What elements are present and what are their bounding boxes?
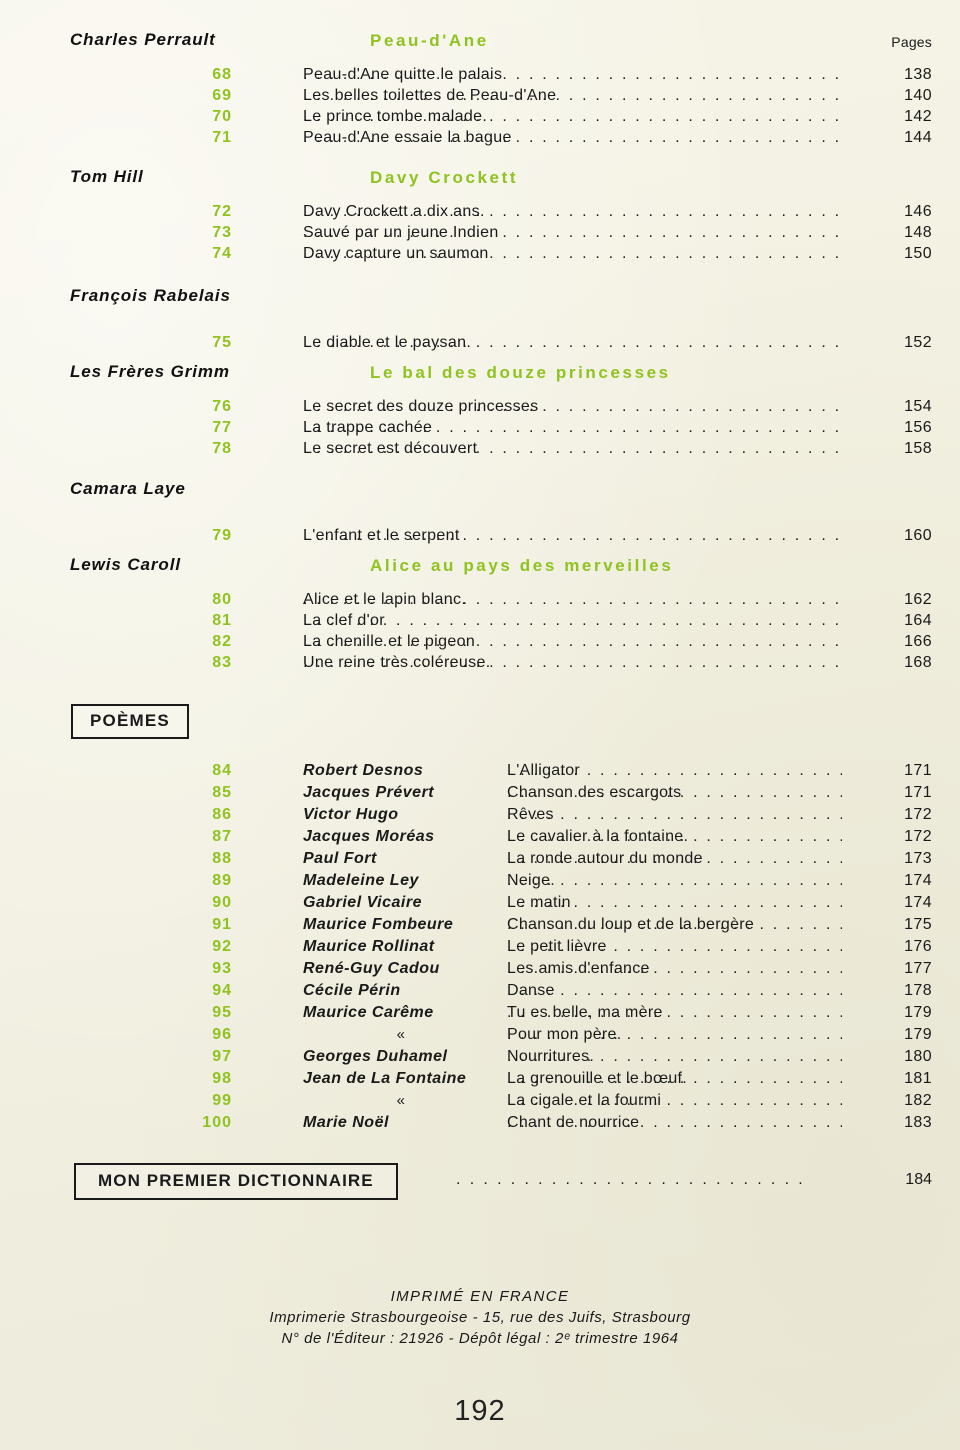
story-block (0, 167, 960, 264)
poem-entry-row[interactable] (0, 870, 960, 892)
poem-entry-row[interactable] (0, 1112, 960, 1134)
poem-page-number: 172 (904, 806, 932, 823)
entry-number: 80 (212, 591, 232, 608)
poem-entry-row[interactable] (0, 782, 960, 804)
poem-author: Maurice Carême (303, 1004, 434, 1021)
toc-entry-row[interactable] (0, 631, 960, 652)
poem-title: La grenouille et le bœuf. (507, 1070, 688, 1087)
entry-page-number: 138 (904, 66, 932, 83)
poem-number: 91 (212, 916, 232, 933)
poem-author: Jacques Prévert (303, 784, 435, 801)
poem-number: 86 (212, 806, 232, 823)
entry-title: Une reine très coléreuse. (303, 654, 491, 671)
poem-page-number: 183 (904, 1114, 932, 1131)
poem-number: 100 (202, 1114, 232, 1131)
entry-page-number: 148 (904, 224, 932, 241)
entry-page-number: 160 (904, 527, 932, 544)
poem-entry-row[interactable] (0, 826, 960, 848)
poem-page-number: 171 (904, 762, 932, 779)
poem-number: 90 (212, 894, 232, 911)
story-block (0, 555, 960, 673)
poem-author: Paul Fort (303, 850, 377, 867)
entry-page-number: 144 (904, 129, 932, 146)
story-author: Charles Perrault (70, 30, 216, 49)
poem-entry-row[interactable] (0, 1090, 960, 1112)
entry-title: Peau-d'Ane essaie la bague (303, 129, 512, 146)
dot-leader (507, 804, 842, 826)
toc-entry-row[interactable] (0, 201, 960, 222)
poem-title: La ronde autour du monde (507, 850, 703, 867)
toc-entry-row[interactable] (0, 652, 960, 673)
poem-page-number: 182 (904, 1092, 932, 1109)
story-block (0, 286, 960, 353)
poem-author-ditto-mark: « (396, 1092, 406, 1109)
imprint-line-3: N° de l'Éditeur : 21926 - Dépôt légal : 2ᵉ trimestre 1964 (281, 1330, 679, 1347)
poem-page-number: 178 (904, 982, 932, 999)
story-author: Les Frères Grimm (70, 362, 230, 381)
toc-entry-row[interactable] (0, 127, 960, 148)
entry-title: La chenille et le pigeon (303, 633, 476, 650)
poem-page-number: 177 (904, 960, 932, 977)
poem-page-number: 171 (904, 784, 932, 801)
poem-number: 93 (212, 960, 232, 977)
toc-entry-row[interactable] (0, 525, 960, 546)
poem-author: Maurice Rollinat (303, 938, 435, 955)
poem-title: Chanson des escargots (507, 784, 682, 801)
dot-leader (456, 1171, 842, 1193)
poem-title: Chant de nourrice (507, 1114, 640, 1131)
poems-section (0, 760, 960, 1134)
poem-number: 88 (212, 850, 232, 867)
poem-number: 84 (212, 762, 232, 779)
poem-page-number: 173 (904, 850, 932, 867)
poem-author: Jacques Moréas (303, 828, 435, 845)
dictionary-badge: MON PREMIER DICTIONNAIRE (74, 1163, 398, 1200)
poem-page-number: 180 (904, 1048, 932, 1065)
entry-page-number: 162 (904, 591, 932, 608)
entry-number: 68 (212, 66, 232, 83)
poem-number: 87 (212, 828, 232, 845)
entry-number: 69 (212, 87, 232, 104)
entry-title: Le diable et le paysan. (303, 334, 472, 351)
entry-number: 74 (212, 245, 232, 262)
poemes-section-badge: POÈMES (71, 704, 189, 739)
story-title: Alice au pays des merveilles (370, 556, 674, 575)
story-author: Lewis Caroll (70, 555, 181, 574)
poem-entry-row[interactable] (0, 1046, 960, 1068)
entry-number: 71 (212, 129, 232, 146)
entry-number: 82 (212, 633, 232, 650)
story-block (0, 362, 960, 459)
poem-page-number: 175 (904, 916, 932, 933)
story-entry-list (0, 589, 960, 673)
poem-page-number: 179 (904, 1004, 932, 1021)
story-title: Le bal des douze princesses (370, 363, 671, 382)
story-entry-list (0, 201, 960, 264)
toc-entry-row[interactable] (0, 610, 960, 631)
entry-title: Le prince tombe malade. (303, 108, 488, 125)
poem-entry-row[interactable] (0, 980, 960, 1002)
entry-page-number: 156 (904, 419, 932, 436)
toc-entry-row[interactable] (0, 106, 960, 127)
imprint-line-1: IMPRIMÉ EN FRANCE (390, 1288, 570, 1305)
poem-title: Tu es belle, ma mère (507, 1004, 663, 1021)
story-entry-list (0, 332, 960, 353)
poem-author: Robert Desnos (303, 762, 424, 779)
poem-entry-row[interactable] (0, 848, 960, 870)
entry-title: Davy capture un saumon (303, 245, 489, 262)
poem-number: 92 (212, 938, 232, 955)
poem-author-ditto-mark: « (396, 1026, 406, 1043)
toc-entry-row[interactable] (0, 243, 960, 264)
entry-title: La clef d'or (303, 612, 385, 629)
poem-number: 96 (212, 1026, 232, 1043)
story-header (0, 555, 960, 589)
page-folio-number: 192 (454, 1395, 506, 1427)
story-author: Camara Laye (70, 479, 186, 498)
story-title: Davy Crockett (370, 168, 519, 187)
entry-page-number: 140 (904, 87, 932, 104)
poem-entry-row[interactable] (0, 892, 960, 914)
poem-page-number: 172 (904, 828, 932, 845)
entry-number: 70 (212, 108, 232, 125)
story-author: François Rabelais (70, 286, 231, 305)
story-header (0, 362, 960, 396)
entry-title: Davy Crockett a dix ans. (303, 203, 485, 220)
poem-entry-row[interactable] (0, 760, 960, 782)
story-entry-list (0, 525, 960, 546)
toc-entry-row[interactable] (0, 417, 960, 438)
poem-title: Danse (507, 982, 555, 999)
toc-entry-row[interactable] (0, 332, 960, 353)
poem-title: La cigale et la fourmi (507, 1092, 662, 1109)
poem-page-number: 181 (904, 1070, 932, 1087)
toc-entry-row[interactable] (0, 589, 960, 610)
poem-author: Victor Hugo (303, 806, 399, 823)
poem-number: 85 (212, 784, 232, 801)
poem-author: Madeleine Ley (303, 872, 419, 889)
poem-page-number: 176 (904, 938, 932, 955)
story-author: Tom Hill (70, 167, 144, 186)
story-header (0, 479, 960, 513)
poem-entry-row[interactable] (0, 936, 960, 958)
toc-entry-row[interactable] (0, 64, 960, 85)
entry-number: 81 (212, 612, 232, 629)
toc-entry-row[interactable] (0, 222, 960, 243)
entry-title: Alice et le lapin blanc. (303, 591, 467, 608)
poem-author: Jean de La Fontaine (303, 1070, 467, 1087)
entry-number: 78 (212, 440, 232, 457)
poem-author: Georges Duhamel (303, 1048, 448, 1065)
poem-title: Pour mon père. (507, 1026, 622, 1043)
dictionary-page-number: 184 (905, 1171, 932, 1188)
poem-title: Chanson du loup et de la bergère (507, 916, 755, 933)
entry-number: 79 (212, 527, 232, 544)
poem-entry-row[interactable] (0, 958, 960, 980)
toc-entry-row[interactable] (0, 438, 960, 459)
entry-page-number: 146 (904, 203, 932, 220)
entry-title: Le secret des douze princesses (303, 398, 539, 415)
poem-page-number: 174 (904, 894, 932, 911)
entry-page-number: 164 (904, 612, 932, 629)
entry-page-number: 166 (904, 633, 932, 650)
pages-column-header: Pages (891, 34, 932, 50)
story-title: Peau-d'Ane (370, 31, 489, 50)
entry-title: Peau-d'Ane quitte le palais (303, 66, 503, 83)
story-entry-list (0, 64, 960, 148)
entry-number: 83 (212, 654, 232, 671)
poem-number: 94 (212, 982, 232, 999)
poem-number: 95 (212, 1004, 232, 1021)
poem-title: L'Alligator (507, 762, 581, 779)
entry-title: La trappe cachée (303, 419, 433, 436)
poem-title: Le petit lièvre (507, 938, 607, 955)
toc-entry-row[interactable] (0, 396, 960, 417)
poem-author: René-Guy Cadou (303, 960, 440, 977)
poem-page-number: 179 (904, 1026, 932, 1043)
story-entry-list (0, 396, 960, 459)
story-header (0, 30, 960, 64)
entry-page-number: 152 (904, 334, 932, 351)
story-header (0, 286, 960, 320)
entry-number: 72 (212, 203, 232, 220)
poem-number: 97 (212, 1048, 232, 1065)
poem-title: Les amis d'enfance (507, 960, 650, 977)
entry-number: 77 (212, 419, 232, 436)
poem-title: Nourritures. (507, 1048, 595, 1065)
poem-entry-row[interactable] (0, 914, 960, 936)
entry-title: Sauvé par un jeune Indien (303, 224, 499, 241)
poem-number: 98 (212, 1070, 232, 1087)
entry-title: L'enfant et le serpent (303, 527, 460, 544)
poem-entry-row[interactable] (0, 804, 960, 826)
entry-title: Les belles toilettes de Peau-d'Ane (303, 87, 557, 104)
poem-number: 99 (212, 1092, 232, 1109)
entry-number: 76 (212, 398, 232, 415)
entry-title: Le secret est découvert (303, 440, 478, 457)
entry-page-number: 154 (904, 398, 932, 415)
entry-number: 75 (212, 334, 232, 351)
imprint-line-2: Imprimerie Strasbourgeoise - 15, rue des Juifs, Strasbourg (269, 1309, 691, 1326)
poem-title: Le cavalier à la fontaine. (507, 828, 689, 845)
poem-title: Rêves (507, 806, 554, 823)
poem-title: Neige. (507, 872, 556, 889)
poem-entry-row[interactable] (0, 1024, 960, 1046)
poem-page-number: 174 (904, 872, 932, 889)
poem-author: Marie Noël (303, 1114, 389, 1131)
poem-number: 89 (212, 872, 232, 889)
poem-title: Le matin (507, 894, 571, 911)
entry-page-number: 168 (904, 654, 932, 671)
poem-author: Maurice Fombeure (303, 916, 454, 933)
poem-author: Cécile Périn (303, 982, 401, 999)
entry-page-number: 150 (904, 245, 932, 262)
story-block (0, 479, 960, 546)
story-block (0, 30, 960, 148)
story-header (0, 167, 960, 201)
poem-entry-row[interactable] (0, 1002, 960, 1024)
entry-page-number: 142 (904, 108, 932, 125)
dictionary-row (0, 1163, 960, 1201)
poem-entry-row[interactable] (0, 1068, 960, 1090)
imprint-block (0, 1286, 960, 1349)
entry-page-number: 158 (904, 440, 932, 457)
poem-author: Gabriel Vicaire (303, 894, 422, 911)
toc-entry-row[interactable] (0, 85, 960, 106)
entry-number: 73 (212, 224, 232, 241)
